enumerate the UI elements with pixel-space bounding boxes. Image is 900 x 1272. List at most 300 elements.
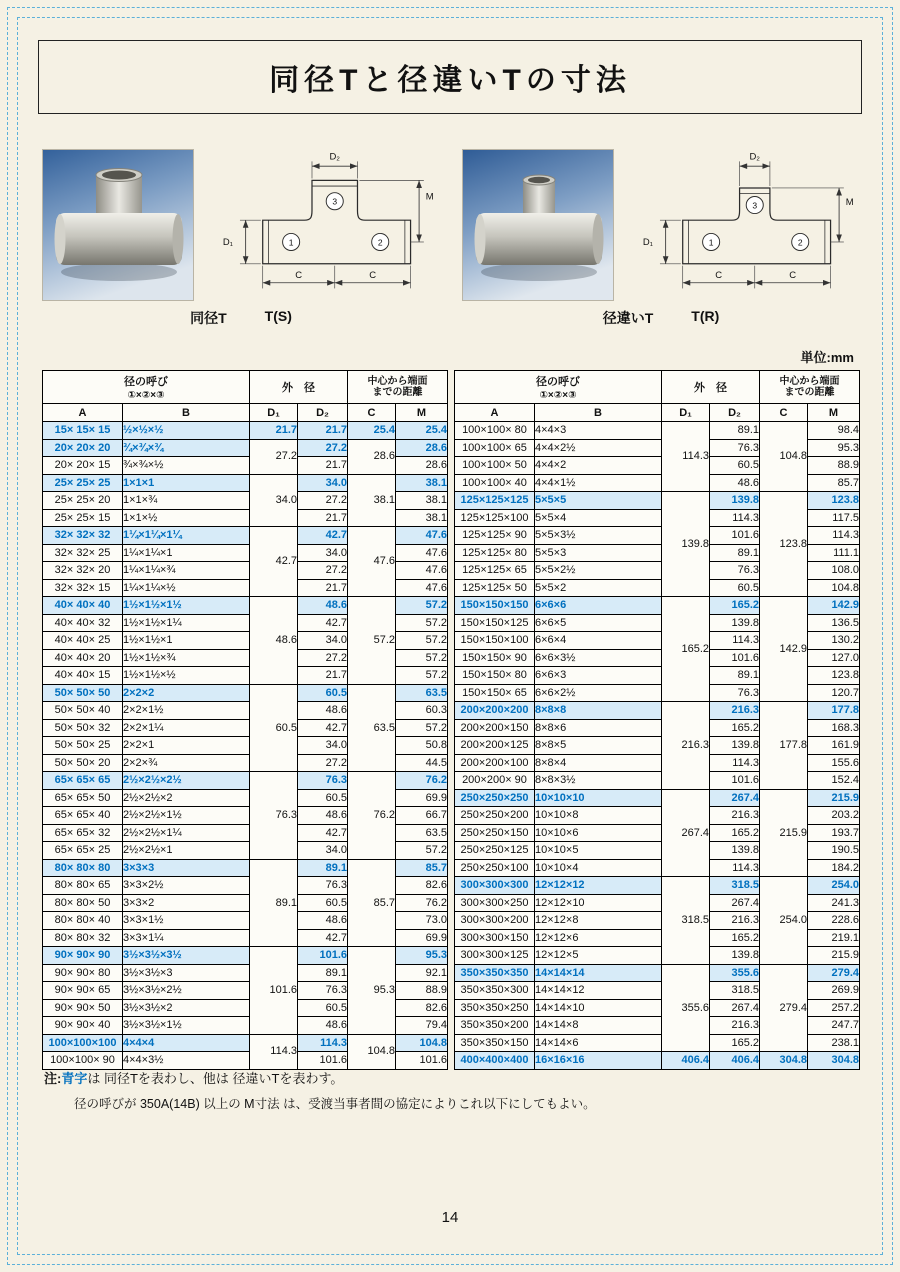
cell-m: 168.3 xyxy=(808,719,860,737)
cell-b: 3×3×2½ xyxy=(123,877,250,895)
cell-d2: 34.0 xyxy=(298,737,348,755)
cell-b: 5×5×3½ xyxy=(535,527,662,545)
cell-m: 82.6 xyxy=(396,999,448,1017)
cell-d2: 34.0 xyxy=(298,632,348,650)
cell-d2: 216.3 xyxy=(710,912,760,930)
cell-d2: 48.6 xyxy=(710,474,760,492)
cell-b: 10×10×10 xyxy=(535,789,662,807)
cell-d1: 27.2 xyxy=(250,439,298,474)
header-center-to-end: 中心から端面 までの距離 xyxy=(348,371,448,404)
cell-a: 350×350×250 xyxy=(455,999,535,1017)
dim-label-c2: C xyxy=(369,270,377,281)
cell-m: 127.0 xyxy=(808,649,860,667)
cell-c: 177.8 xyxy=(760,702,808,790)
table-row xyxy=(43,422,448,440)
cell-a: 40× 40× 40 xyxy=(43,597,123,615)
cell-m: 161.9 xyxy=(808,737,860,755)
cell-m: 257.2 xyxy=(808,999,860,1017)
cell-d2: 101.6 xyxy=(710,649,760,667)
cell-d2: 355.6 xyxy=(710,964,760,982)
cell-b: 3½×3½×1½ xyxy=(123,1017,250,1035)
cell-b: 3×3×1¼ xyxy=(123,929,250,947)
cell-m: 47.6 xyxy=(396,562,448,580)
cell-a: 125×125×125 xyxy=(455,492,535,510)
cell-m: 114.3 xyxy=(808,527,860,545)
note-line1: は 同径Tを表わし、他は 径違いTを表わす。 xyxy=(87,1071,344,1086)
cell-d1: 355.6 xyxy=(662,964,710,1052)
cell-d1: 114.3 xyxy=(662,422,710,492)
cell-b: 14×14×6 xyxy=(535,1034,662,1052)
cell-b: 1¼×1¼×¾ xyxy=(123,562,250,580)
cell-b: 6×6×3 xyxy=(535,667,662,685)
reducing-tee-diagram xyxy=(641,150,859,300)
cell-d2: 60.5 xyxy=(298,684,348,702)
equal-tee-drawing xyxy=(221,150,439,297)
cell-m: 57.2 xyxy=(396,649,448,667)
cell-d2: 165.2 xyxy=(710,597,760,615)
cell-a: 25× 25× 20 xyxy=(43,492,123,510)
cell-b: 2×2×1¼ xyxy=(123,719,250,737)
cell-a: 90× 90× 90 xyxy=(43,947,123,965)
reducing-tee-caption xyxy=(462,308,860,328)
table-body xyxy=(455,422,860,1070)
cell-m: 57.2 xyxy=(396,597,448,615)
cell-a: 150×150× 65 xyxy=(455,684,535,702)
cell-b: 3×3×1½ xyxy=(123,912,250,930)
reducing-tee-figure xyxy=(462,150,860,328)
cell-a: 65× 65× 32 xyxy=(43,824,123,842)
cell-m: 104.8 xyxy=(808,579,860,597)
cell-m: 101.6 xyxy=(396,1052,448,1070)
cell-b: 1×1×½ xyxy=(123,509,250,527)
table-row xyxy=(43,947,448,965)
cell-c: 279.4 xyxy=(760,964,808,1052)
table-row xyxy=(43,597,448,615)
header-col-b: B xyxy=(535,404,662,422)
cell-m: 120.7 xyxy=(808,684,860,702)
cell-a: 32× 32× 25 xyxy=(43,544,123,562)
table-row xyxy=(43,859,448,877)
cell-b: 2½×2½×1 xyxy=(123,842,250,860)
cell-a: 125×125× 50 xyxy=(455,579,535,597)
title-box xyxy=(38,40,862,114)
cell-m: 130.2 xyxy=(808,632,860,650)
cell-d2: 267.4 xyxy=(710,789,760,807)
cell-a: 32× 32× 15 xyxy=(43,579,123,597)
reducing-tee-code: T(R) xyxy=(691,308,720,324)
cell-b: 3½×3½×2½ xyxy=(123,982,250,1000)
cell-b: 12×12×10 xyxy=(535,894,662,912)
cell-d1: 406.4 xyxy=(662,1052,710,1070)
cell-d2: 34.0 xyxy=(298,474,348,492)
cell-d1: 48.6 xyxy=(250,597,298,685)
cell-d2: 42.7 xyxy=(298,824,348,842)
cell-d2: 21.7 xyxy=(298,422,348,440)
cell-d2: 216.3 xyxy=(710,807,760,825)
cell-m: 136.5 xyxy=(808,614,860,632)
cell-m: 152.4 xyxy=(808,772,860,790)
cell-b: 2×2×1½ xyxy=(123,702,250,720)
cell-m: 57.2 xyxy=(396,719,448,737)
cell-b: 5×5×5 xyxy=(535,492,662,510)
cell-b: 1½×1½×¾ xyxy=(123,649,250,667)
cell-d2: 165.2 xyxy=(710,929,760,947)
cell-m: 190.5 xyxy=(808,842,860,860)
cell-d2: 76.3 xyxy=(298,772,348,790)
cell-m: 47.6 xyxy=(396,579,448,597)
cell-m: 88.9 xyxy=(396,982,448,1000)
cell-a: 150×150×150 xyxy=(455,597,535,615)
cell-d2: 165.2 xyxy=(710,719,760,737)
port-3-marker xyxy=(326,193,343,210)
cell-d2: 318.5 xyxy=(710,877,760,895)
cell-m: 279.4 xyxy=(808,964,860,982)
cell-a: 300×300×150 xyxy=(455,929,535,947)
cell-a: 250×250×100 xyxy=(455,859,535,877)
cell-a: 50× 50× 32 xyxy=(43,719,123,737)
cell-b: 3×3×2 xyxy=(123,894,250,912)
table-row xyxy=(455,1052,860,1070)
cell-a: 65× 65× 50 xyxy=(43,789,123,807)
dim-label-d1: D₁ xyxy=(222,236,233,248)
cell-d2: 27.2 xyxy=(298,649,348,667)
cell-c: 25.4 xyxy=(348,422,396,440)
cell-a: 250×250×200 xyxy=(455,807,535,825)
reducing-tee-photo-art xyxy=(463,150,613,300)
cell-a: 65× 65× 25 xyxy=(43,842,123,860)
cell-a: 80× 80× 80 xyxy=(43,859,123,877)
cell-d2: 89.1 xyxy=(298,859,348,877)
cell-m: 104.8 xyxy=(396,1034,448,1052)
cell-b: 10×10×8 xyxy=(535,807,662,825)
cell-c: 28.6 xyxy=(348,439,396,474)
cell-b: 14×14×12 xyxy=(535,982,662,1000)
cell-m: 57.2 xyxy=(396,667,448,685)
cell-a: 150×150×100 xyxy=(455,632,535,650)
cell-b: 5×5×4 xyxy=(535,509,662,527)
cell-a: 100×100× 90 xyxy=(43,1052,123,1070)
cell-b: 2×2×2 xyxy=(123,684,250,702)
cell-d2: 27.2 xyxy=(298,439,348,457)
port-2-marker xyxy=(372,233,389,250)
cell-c: 76.2 xyxy=(348,772,396,860)
table-row xyxy=(455,422,860,440)
cell-d2: 60.5 xyxy=(298,999,348,1017)
cell-b: 2½×2½×1¼ xyxy=(123,824,250,842)
header-col-b: B xyxy=(123,404,250,422)
cell-d2: 21.7 xyxy=(298,509,348,527)
cell-b: ½×½×½ xyxy=(123,422,250,440)
cell-d2: 114.3 xyxy=(710,859,760,877)
cell-a: 80× 80× 40 xyxy=(43,912,123,930)
cell-b: 1×1×¾ xyxy=(123,492,250,510)
cell-c: 104.8 xyxy=(348,1034,396,1069)
table-body xyxy=(43,422,448,1070)
cell-a: 90× 90× 50 xyxy=(43,999,123,1017)
cell-b: ¾×¾×½ xyxy=(123,457,250,475)
cell-d2: 139.8 xyxy=(710,842,760,860)
cell-b: 14×14×10 xyxy=(535,999,662,1017)
header-col-d2: D₂ xyxy=(298,404,348,422)
cell-d2: 114.3 xyxy=(710,754,760,772)
page-number: 14 xyxy=(441,1209,459,1226)
cell-m: 85.7 xyxy=(396,859,448,877)
cell-b: 6×6×4 xyxy=(535,632,662,650)
cell-m: 66.7 xyxy=(396,807,448,825)
cell-d1: 114.3 xyxy=(250,1034,298,1069)
cell-m: 47.6 xyxy=(396,544,448,562)
header-nominal-size: 径の呼び ①×②×③ xyxy=(455,371,662,404)
cell-m: 82.6 xyxy=(396,877,448,895)
header-outside-diameter: 外 径 xyxy=(662,371,760,404)
cell-d2: 101.6 xyxy=(298,1052,348,1070)
cell-a: 80× 80× 65 xyxy=(43,877,123,895)
cell-c: 63.5 xyxy=(348,684,396,772)
cell-d2: 114.3 xyxy=(298,1034,348,1052)
cell-m: 79.4 xyxy=(396,1017,448,1035)
cell-m: 76.2 xyxy=(396,894,448,912)
cell-d2: 34.0 xyxy=(298,544,348,562)
cell-b: 1¼×1¼×1¼ xyxy=(123,527,250,545)
cell-b: 1½×1½×1 xyxy=(123,632,250,650)
cell-m: 184.2 xyxy=(808,859,860,877)
cell-a: 100×100× 80 xyxy=(455,422,535,440)
cell-b: 3½×3½×3½ xyxy=(123,947,250,965)
cell-b: 3½×3½×3 xyxy=(123,964,250,982)
cell-c: 85.7 xyxy=(348,859,396,947)
cell-c: 123.8 xyxy=(760,492,808,597)
svg-text:1: 1 xyxy=(288,237,294,248)
cell-b: 1×1×1 xyxy=(123,474,250,492)
cell-b: 10×10×6 xyxy=(535,824,662,842)
note xyxy=(44,1068,596,1112)
cell-b: 4×4×3 xyxy=(535,422,662,440)
cell-a: 300×300×200 xyxy=(455,912,535,930)
cell-b: 4×4×2 xyxy=(535,457,662,475)
cell-m: 123.8 xyxy=(808,492,860,510)
cell-a: 200×200×200 xyxy=(455,702,535,720)
cell-b: 5×5×2 xyxy=(535,579,662,597)
table-row xyxy=(455,702,860,720)
cell-a: 300×300×300 xyxy=(455,877,535,895)
equal-tee-photo-art xyxy=(43,150,193,300)
cell-m: 177.8 xyxy=(808,702,860,720)
cell-a: 100×100×100 xyxy=(43,1034,123,1052)
cell-a: 200×200× 90 xyxy=(455,772,535,790)
cell-d2: 165.2 xyxy=(710,824,760,842)
cell-m: 238.1 xyxy=(808,1034,860,1052)
cell-b: 14×14×8 xyxy=(535,1017,662,1035)
dim-label-d1: D₁ xyxy=(642,236,653,248)
cell-m: 25.4 xyxy=(396,422,448,440)
table-row xyxy=(43,439,448,457)
cell-d2: 42.7 xyxy=(298,614,348,632)
cell-d1: 60.5 xyxy=(250,684,298,772)
cell-a: 80× 80× 32 xyxy=(43,929,123,947)
cell-b: 16×16×16 xyxy=(535,1052,662,1070)
cell-a: 125×125× 65 xyxy=(455,562,535,580)
cell-d2: 318.5 xyxy=(710,982,760,1000)
cell-c: 95.3 xyxy=(348,947,396,1035)
table-row xyxy=(43,527,448,545)
cell-m: 85.7 xyxy=(808,474,860,492)
unit-label: 単位:mm xyxy=(800,350,854,365)
cell-m: 57.2 xyxy=(396,842,448,860)
cell-m: 50.8 xyxy=(396,737,448,755)
port-2-marker xyxy=(792,233,809,250)
cell-m: 28.6 xyxy=(396,439,448,457)
cell-m: 304.8 xyxy=(808,1052,860,1070)
cell-m: 111.1 xyxy=(808,544,860,562)
cell-b: 4×4×4 xyxy=(123,1034,250,1052)
header-col-c: C xyxy=(348,404,396,422)
table-row xyxy=(43,1034,448,1052)
cell-c: 57.2 xyxy=(348,597,396,685)
cell-a: 100×100× 50 xyxy=(455,457,535,475)
cell-m: 155.6 xyxy=(808,754,860,772)
cell-d2: 139.8 xyxy=(710,737,760,755)
cell-d2: 165.2 xyxy=(710,1034,760,1052)
cell-m: 38.1 xyxy=(396,492,448,510)
table-row xyxy=(43,772,448,790)
cell-m: 38.1 xyxy=(396,474,448,492)
cell-c: 254.0 xyxy=(760,877,808,965)
header-col-d2: D₂ xyxy=(710,404,760,422)
cell-d1: 165.2 xyxy=(662,597,710,702)
cell-a: 200×200×125 xyxy=(455,737,535,755)
cell-a: 32× 32× 32 xyxy=(43,527,123,545)
cell-a: 50× 50× 25 xyxy=(43,737,123,755)
cell-d2: 42.7 xyxy=(298,929,348,947)
cell-m: 228.6 xyxy=(808,912,860,930)
cell-b: 3½×3½×2 xyxy=(123,999,250,1017)
cell-m: 57.2 xyxy=(396,632,448,650)
svg-text:2: 2 xyxy=(797,237,803,248)
cell-a: 125×125× 80 xyxy=(455,544,535,562)
cell-m: 76.2 xyxy=(396,772,448,790)
cell-b: 1½×1½×1½ xyxy=(123,597,250,615)
cell-m: 219.1 xyxy=(808,929,860,947)
cell-d2: 76.3 xyxy=(710,684,760,702)
cell-b: 2×2×1 xyxy=(123,737,250,755)
cell-d1: 76.3 xyxy=(250,772,298,860)
cell-b: 12×12×12 xyxy=(535,877,662,895)
cell-d1: 21.7 xyxy=(250,422,298,440)
cell-a: 80× 80× 50 xyxy=(43,894,123,912)
cell-d2: 76.3 xyxy=(710,562,760,580)
header-col-a: A xyxy=(455,404,535,422)
cell-b: 12×12×8 xyxy=(535,912,662,930)
figures-row xyxy=(42,150,860,328)
cell-d2: 60.5 xyxy=(710,579,760,597)
cell-b: 10×10×5 xyxy=(535,842,662,860)
cell-a: 250×250×125 xyxy=(455,842,535,860)
cell-c: 38.1 xyxy=(348,474,396,527)
cell-m: 142.9 xyxy=(808,597,860,615)
cell-a: 65× 65× 40 xyxy=(43,807,123,825)
cell-b: 6×6×6 xyxy=(535,597,662,615)
cell-a: 40× 40× 20 xyxy=(43,649,123,667)
cell-b: ¾×¾×¾ xyxy=(123,439,250,457)
equal-tee-diagram xyxy=(221,150,439,300)
cell-d2: 267.4 xyxy=(710,999,760,1017)
note-prefix: 注: xyxy=(44,1071,62,1086)
cell-d2: 34.0 xyxy=(298,842,348,860)
cell-d1: 267.4 xyxy=(662,789,710,877)
cell-d2: 76.3 xyxy=(298,877,348,895)
cell-d2: 89.1 xyxy=(298,964,348,982)
cell-b: 5×5×2½ xyxy=(535,562,662,580)
cell-d2: 27.2 xyxy=(298,492,348,510)
dimension-tables xyxy=(42,370,860,1070)
cell-d1: 318.5 xyxy=(662,877,710,965)
cell-m: 63.5 xyxy=(396,684,448,702)
cell-d2: 139.8 xyxy=(710,614,760,632)
cell-b: 2×2×¾ xyxy=(123,754,250,772)
cell-a: 350×350×150 xyxy=(455,1034,535,1052)
cell-b: 6×6×5 xyxy=(535,614,662,632)
equal-tee-photo xyxy=(43,150,193,300)
cell-d2: 60.5 xyxy=(710,457,760,475)
header-col-c: C xyxy=(760,404,808,422)
dim-label-c1: C xyxy=(715,270,723,281)
cell-m: 215.9 xyxy=(808,947,860,965)
port-3-marker xyxy=(746,196,763,213)
cell-b: 2½×2½×2½ xyxy=(123,772,250,790)
cell-d1: 101.6 xyxy=(250,947,298,1035)
cell-a: 90× 90× 80 xyxy=(43,964,123,982)
cell-a: 40× 40× 15 xyxy=(43,667,123,685)
table-row xyxy=(43,684,448,702)
cell-a: 350×350×200 xyxy=(455,1017,535,1035)
cell-a: 50× 50× 20 xyxy=(43,754,123,772)
cell-d2: 48.6 xyxy=(298,912,348,930)
cell-d2: 89.1 xyxy=(710,422,760,440)
cell-m: 60.3 xyxy=(396,702,448,720)
cell-m: 57.2 xyxy=(396,614,448,632)
cell-c: 142.9 xyxy=(760,597,808,702)
cell-m: 117.5 xyxy=(808,509,860,527)
table-row xyxy=(455,789,860,807)
cell-a: 15× 15× 15 xyxy=(43,422,123,440)
cell-a: 25× 25× 25 xyxy=(43,474,123,492)
cell-d2: 216.3 xyxy=(710,1017,760,1035)
cell-d1: 34.0 xyxy=(250,474,298,527)
cell-m: 47.6 xyxy=(396,527,448,545)
cell-a: 65× 65× 65 xyxy=(43,772,123,790)
cell-b: 8×8×8 xyxy=(535,702,662,720)
cell-m: 38.1 xyxy=(396,509,448,527)
dimension-table-left xyxy=(42,370,448,1070)
cell-d2: 216.3 xyxy=(710,702,760,720)
cell-a: 150×150× 80 xyxy=(455,667,535,685)
header-col-m: M xyxy=(396,404,448,422)
table-head xyxy=(43,371,448,422)
dim-label-m: M xyxy=(845,197,854,209)
cell-a: 150×150× 90 xyxy=(455,649,535,667)
cell-d2: 60.5 xyxy=(298,894,348,912)
cell-m: 63.5 xyxy=(396,824,448,842)
cell-d2: 406.4 xyxy=(710,1052,760,1070)
cell-a: 200×200×150 xyxy=(455,719,535,737)
cell-c: 104.8 xyxy=(760,422,808,492)
cell-d2: 42.7 xyxy=(298,527,348,545)
svg-text:1: 1 xyxy=(708,237,714,248)
cell-b: 10×10×4 xyxy=(535,859,662,877)
cell-a: 400×400×400 xyxy=(455,1052,535,1070)
cell-b: 8×8×5 xyxy=(535,737,662,755)
cell-a: 350×350×300 xyxy=(455,982,535,1000)
